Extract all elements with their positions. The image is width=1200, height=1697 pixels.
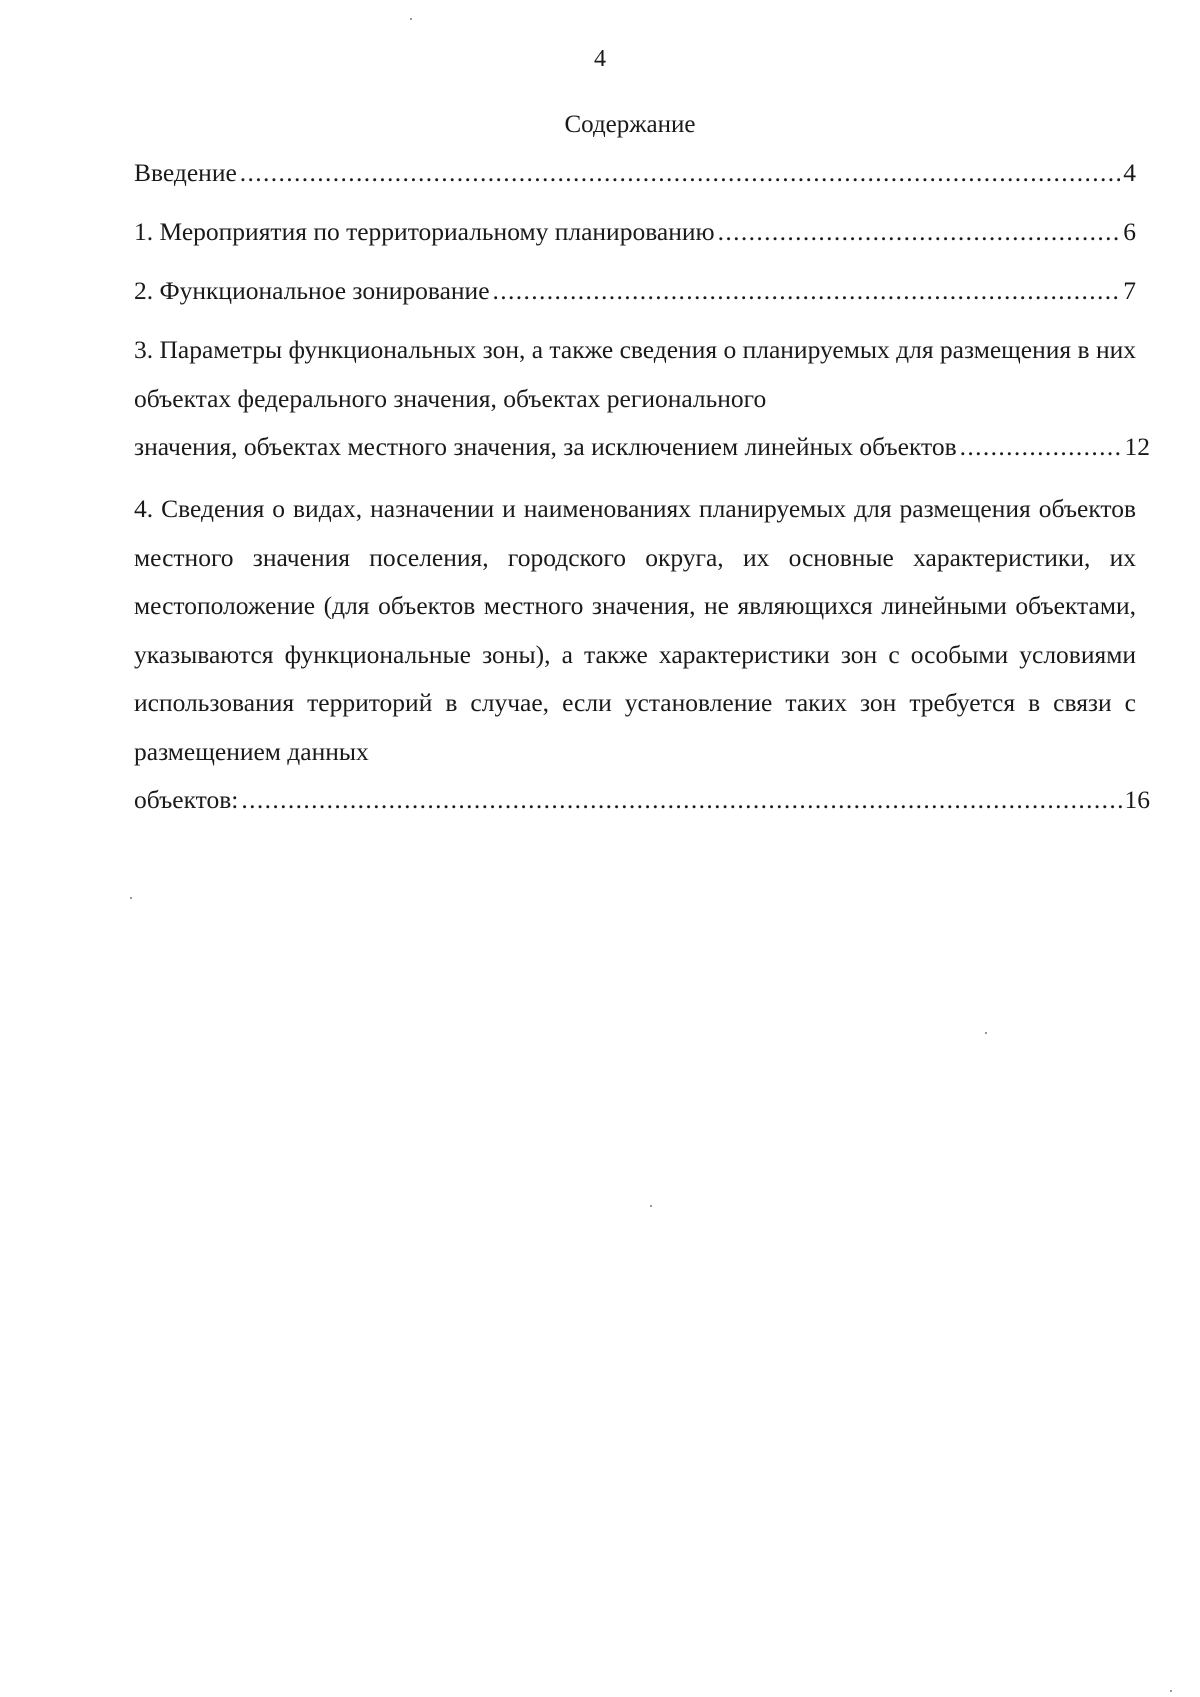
dot-leader xyxy=(240,149,1120,198)
toc-entry-page: 16 xyxy=(1124,785,1150,814)
toc-entry-page: 7 xyxy=(1123,276,1136,305)
scan-speck xyxy=(410,18,412,20)
scan-speck xyxy=(130,897,132,899)
toc-entry-label-last-line: значения, объектах местного значения, за исключением линейных объектов xyxy=(134,432,957,461)
toc-entry-page: 4 xyxy=(1123,158,1136,187)
toc-entry-label: 3. Параметры функциональных зон, а также сведения о планируемых для размещения в них объектах федерального значения, объектах регионального xyxy=(134,335,1136,413)
toc-entry-page: 12 xyxy=(1124,432,1150,461)
toc-entry-introduction[interactable] xyxy=(134,149,1136,198)
toc-entry-label: 2. Функциональное зонирование xyxy=(134,276,490,305)
toc-entry-section-4[interactable] xyxy=(134,485,1150,825)
toc-entry-label: 4. Сведения о видах, назначении и наименованиях планируемых для размещения объектов местного значения поселения, городского округа, их основные характеристики, их местоположение (для объектов местного значения, не являющихся линейными объектами, указываются функциональные зоны), а также характеристики зон с особыми условиями использования территорий в случае, если установление таких зон требуется в связи с размещением данных xyxy=(134,494,1136,766)
toc-entry-section-1[interactable] xyxy=(134,208,1136,257)
dot-leader xyxy=(960,423,1122,472)
toc-entry-label-last-line: объектов: xyxy=(134,785,239,814)
page-number: 4 xyxy=(594,46,606,72)
toc-entry-page: 6 xyxy=(1123,217,1136,246)
toc-entry-label: Введение xyxy=(134,158,237,187)
toc-title: Содержание xyxy=(564,111,696,138)
toc-entry-section-2[interactable] xyxy=(134,267,1136,316)
dot-leader xyxy=(718,208,1121,257)
dot-leader xyxy=(493,267,1121,316)
scan-speck xyxy=(650,1205,652,1207)
scan-speck xyxy=(985,1032,987,1034)
dot-leader xyxy=(241,776,1121,825)
scan-speck xyxy=(1170,1690,1172,1692)
toc-entry-label: 1. Мероприятия по территориальному планированию xyxy=(134,217,715,246)
toc-entry-section-3[interactable] xyxy=(134,326,1150,472)
